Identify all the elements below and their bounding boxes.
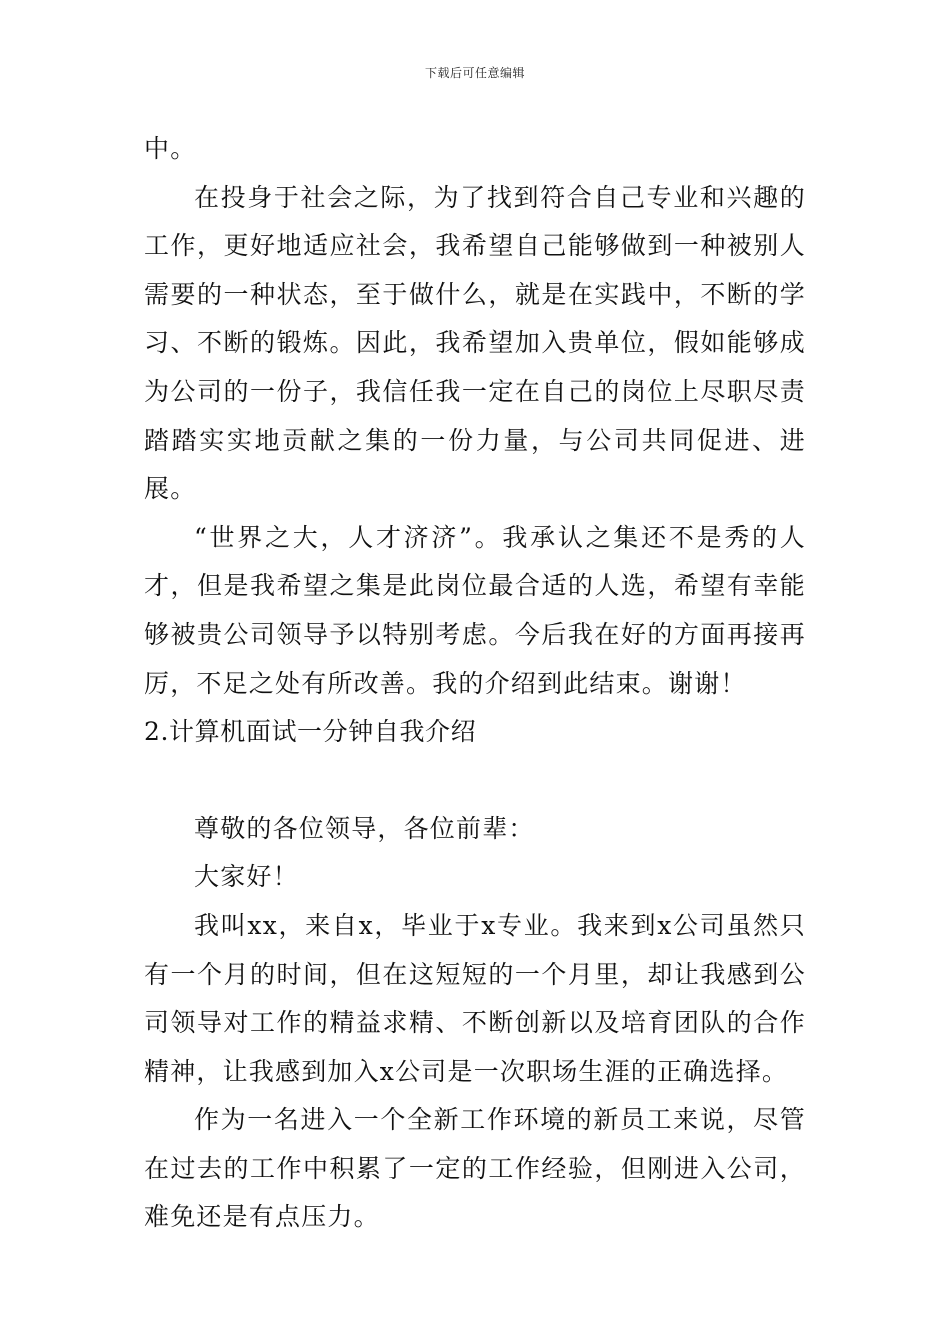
continuation-text: 中。: [144, 134, 197, 163]
document-body: [144, 125, 806, 1242]
header-note: 下载后可任意编辑: [424, 66, 525, 80]
paragraph-section1-2: “世界之大，人才济济”。我承认之集还不是秀的人才，但是我希望之集是此岗位最合适的人选，希望有幸能够被贵公司领导予以特别考虑。今后我在好的方面再接再厉，不足之处有所改善。我的介绍到此结束。谢谢！: [144, 522, 806, 698]
salutation: 大家好！: [194, 862, 299, 892]
paragraph-section1-1: 在投身于社会之际，为了找到符合自己专业和兴趣的工作，更好地适应社会，我希望自己能够做到一种被别人需要的一种状态，至于做什么，就是在实践中，不断的学习、不断的锻炼。因此，我希望加入贵单位，假如能够成为公司的一份子，我信任我一定在自己的岗位上尽职尽责踏踏实实地贡献之集的一份力量，与公司共同促进、进展。: [144, 182, 806, 504]
paragraph-section2-2: 作为一名进入一个全新工作环境的新员工来说，尽管在过去的工作中积累了一定的工作经验，但刚进入公司，难免还是有点压力。: [144, 1105, 806, 1232]
section-spacer: [144, 757, 806, 805]
greeting: 尊敬的各位领导，各位前辈：: [194, 813, 535, 843]
section-heading: 2.计算机面试一分钟自我介绍: [144, 717, 477, 747]
paragraph-section2-1: 我叫xx，来自x，毕业于x专业。我来到x公司虽然只有一个月的时间，但在这短短的一个月里，却让我感到公司领导对工作的精益求精、不断创新以及培育团队的合作精神，让我感到加入x公司是一次职场生涯的正确选择。: [144, 910, 806, 1086]
